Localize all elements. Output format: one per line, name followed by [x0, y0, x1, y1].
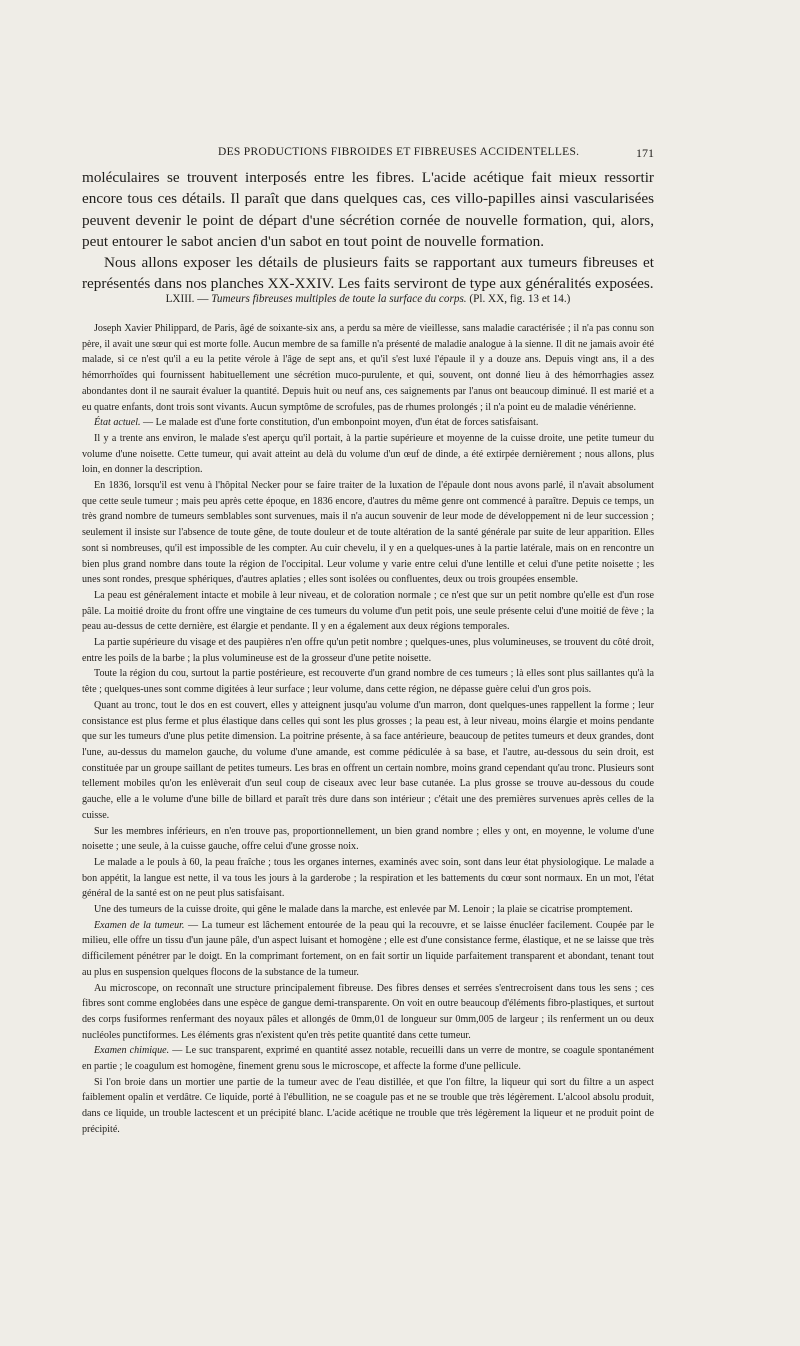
body-paragraph	[82, 666, 654, 697]
paragraph-text: Une des tumeurs de la cuisse droite, qui gêne le malade dans la marche, est enlevée par M. Lenoir ; la plaie se cicatrise promptement.	[94, 904, 633, 916]
body-paragraph	[82, 698, 654, 824]
body-paragraph	[82, 981, 654, 1044]
intro-section	[82, 167, 654, 295]
body-paragraph	[82, 824, 654, 855]
paragraph-text: Le malade a le pouls à 60, la peau fraîche ; tous les organes internes, examinés avec soin, sont dans leur état physiologique. Le malade a bon appétit, la langue est nette, il va tous les jours à la garderobe ; la respiration et les battements du cœur sont normaux. En un mot, l'état général de la santé est on ne peut plus satisfaisant.	[82, 856, 654, 900]
case-number: LXIII. —	[165, 293, 209, 305]
paragraph-text: En 1836, lorsqu'il est venu à l'hôpital Necker pour se faire traiter de la luxation de l'épaule dont nous avons parlé, il n'avait absolument que cette seule tumeur ; mais peu après cette époque, en 1836 encore, d'autres du même genre ont commencé à paraître. Depuis ce temps, un très grand nombre de tumeurs semblables sont survenues, mais il n'a aucun souvenir de leur mode de développement ni de leur succession ; seulement il insiste sur l'absence de toute gêne, de toute douleur et de toute altération de la santé générale par suite de leur apparition. Elles sont si nombreuses, qu'il est impossible de les compter. Au cuir chevelu, il y en a quelques-unes à la partie latérale, mais on en rencontre un bien plus grand nombre dans toute la région de l'occipital. Leur volume y varie entre celui d'une lentille et celui d'une petite noisette ; les unes sont rondes, presque sphériques, d'autres aplaties ; elles sont isolées ou confluentes, deux ou trois groupées ensemble.	[82, 480, 654, 586]
body-paragraph	[82, 321, 654, 415]
running-head: DES PRODUCTIONS FIBROIDES ET FIBREUSES ACCIDENTELLES.	[218, 146, 580, 158]
body-paragraph	[82, 1043, 654, 1074]
body-paragraph	[82, 588, 654, 635]
paragraph-text: — Le malade est d'une forte constitution, d'un embonpoint moyen, d'un état de forces satisfaisant.	[140, 417, 539, 429]
paragraph-text: Au microscope, on reconnaît une structure principalement fibreuse. Des fibres denses et serrées s'entrecroisent dans tous les sens ; ces fibres sont comme englobées dans une espèce de gangue demi-transparente. On voit en outre beaucoup d'éléments fibro-plastiques, et surtout des corps fusiformes renfermant des noyaux pâles et allongés de 0mm,01 de longueur sur 0mm,005 de largeur ; ils renferment un ou deux nucléoles punctiformes. Les éléments gras n'existent qu'en très petite quantité dans cette tumeur.	[82, 982, 654, 1041]
body-paragraph	[82, 431, 654, 478]
paragraph-text: — La tumeur est lâchement entourée de la peau qui la recouvre, et se laisse énucléer facilement. Coupée par le milieu, elle offre un tissu d'un jaune pâle, d'un aspect luisant et homogène ; elle est d'une consistance ferme, élastique, et ne se laisse que très difficilement pénétrer par le doigt. En la comprimant fortement, on en fait sortir un liquide parfaitement transparent et abondant, tenant tout au plus en suspension quelques flocons de la substance de la tumeur.	[82, 919, 654, 978]
paragraph-text: Si l'on broie dans un mortier une partie de la tumeur avec de l'eau distillée, et que l'on filtre, la liqueur qui sort du filtre a un aspect faiblement opalin et verdâtre. Ce liquide, porté à l'ébullition, ne se coagule pas et ne se trouble que très légèrement. L'alcool absolu produit, dans ce liquide, un trouble lactescent et un précipité blanc. L'acide acétique ne trouble que très légèrement la liqueur et ne produit point de précipité.	[82, 1076, 654, 1135]
paragraph-text: Quant au tronc, tout le dos en est couvert, elles y atteignent jusqu'au volume d'un marron, dont quelques-unes rappellent la forme ; leur consistance est plus ferme et plus élastique dans celles qui sont les plus grosses ; la peau est, à leur niveau, moins élargie et moins pendante que sur les tumeurs d'une plus petite dimension. La poitrine présente, à sa face antérieure, beaucoup de petites tumeurs et deux grandes, dont l'une, au-dessus du mamelon gauche, du volume d'une amande, est comme pédiculée à sa base, et l'autre, au-dessous du sein droit, est constituée par un groupe saillant de petites tumeurs. Les bras en offrent un certain nombre, moins grand cependant qu'au tronc. Plusieurs sont tellement mobiles qu'on les enlèverait d'un seul coup de ciseaux avec leur base cutanée. La plus grosse se trouve au-dessous du coude gauche, elle a le volume d'une bille de billard et paraît très dure dans son intérieur ; c'était une des premières survenues après celles de la cuisse.	[82, 699, 654, 821]
body-paragraph	[82, 478, 654, 588]
paragraph-text: Il y a trente ans environ, le malade s'est aperçu qu'il portait, à la partie supérieure et moyenne de la cuisse droite, une petite tumeur du volume d'une noisette. Cette tumeur, qui avait atteint au delà du volume d'un œuf de dinde, a été extirpée dernièrement ; nous allons, plus loin, en donner la description.	[82, 432, 654, 476]
paragraph-text: Joseph Xavier Philippard, de Paris, âgé de soixante-six ans, a perdu sa mère de vieillesse, sans maladie caractérisée ; il n'a pas connu son père, il avait une sœur qui est morte folle. Aucun membre de sa famille n'a présenté de maladie analogue à la sienne. Il dit ne jamais avoir été malade, si ce n'est qu'il a eu la petite vérole à l'âge de sept ans, et qu'il s'est luxé l'épaule il y a douze ans. Depuis vingt ans, il a des hémorrhoïdes qui fournissent habituellement une sécrétion muco-purulente, et qui, souvent, ont donné lieu à des hémorrhagies assez abondantes dont il ne saurait évaluer la quantité. Depuis huit ou neuf ans, ces saignements par l'anus ont beaucoup diminué. Il est marié et a eu quatre enfants, dont trois sont vivants. Aucun symptôme de scrofules, pas de rhumes prolongés ; il n'a point eu de maladie vénérienne.	[82, 323, 654, 413]
paragraph-lead: Examen de la tumeur.	[94, 919, 185, 931]
page-number: 171	[636, 146, 654, 160]
plate-reference: (Pl. XX, fig. 13 et 14.)	[469, 293, 571, 305]
paragraph-lead: État actuel.	[94, 417, 141, 429]
body-paragraph	[82, 902, 654, 918]
case-heading	[82, 293, 654, 305]
paragraph-text: La partie supérieure du visage et des paupières n'en offre qu'un petit nombre ; quelques-unes, plus volumineuses, se trouvent du côté droit, entre les poils de la barbe ; la plus volumineuse est de la grosseur d'une petite noisette.	[82, 637, 654, 664]
case-title-text: Tumeurs fibreuses multiples de toute la surface du corps.	[211, 293, 467, 305]
body-paragraph	[82, 415, 654, 431]
intro-paragraph: moléculaires se trouvent interposés entre les fibres. L'acide acétique fait mieux ressortir encore tous ces détails. Il paraît que dans quelques cas, ces villo-papilles ainsi vascularisées peuvent devenir le point de départ d'une sécrétion cornée de nouvelle formation, qui, alors, peut entourer le sabot ancien d'un sabot en tout point de nouvelle formation.	[82, 169, 654, 250]
paragraph-text: La peau est généralement intacte et mobile à leur niveau, et de coloration normale ; ce n'est que sur un petit nombre qu'elle est d'un rose pâle. La moitié droite du front offre une vingtaine de ces tumeurs du volume d'un petit pois, une seule présente celui d'une moitié de fève ; la peau au-dessus de cette dernière, est élargie et pendante. Il y en a également aux deux régions temporales.	[82, 589, 654, 633]
body-paragraph	[82, 918, 654, 981]
paragraph-text: Toute la région du cou, surtout la partie postérieure, est recouverte d'un grand nombre de ces tumeurs ; là elles sont plus saillantes qu'à la tête ; quelques-unes sont comme digitées à leur surface ; leur volume, dans cette région, ne dépasse guère celui d'un gros pois.	[82, 668, 654, 696]
body-paragraph	[82, 855, 654, 902]
page-header	[82, 146, 654, 164]
paragraph-text: — Le suc transparent, exprimé en quantité assez notable, recueilli dans un verre de montre, se coagule spontanément en partie ; le coagulum est homogène, finement grenu sous le microscope, et affecte la forme d'une pellicule.	[82, 1045, 654, 1073]
paragraph-text: Sur les membres inférieurs, en n'en trouve pas, proportionnellement, un bien grand nombre ; elles y ont, en moyenne, le volume d'une noisette ; une seule, à la cuisse gauche, offre celui d'une grosse noix.	[82, 825, 654, 853]
paragraph-lead: Examen chimique.	[94, 1045, 170, 1057]
body-paragraph	[82, 635, 654, 666]
body-paragraph	[82, 1075, 654, 1138]
intro-paragraph: Nous allons exposer les détails de plusieurs faits se rapportant aux tumeurs fibreuses et représentés dans nos planches XX-XXIV. Les faits serviront de type aux généralités exposées.	[82, 254, 654, 293]
case-body	[82, 321, 654, 1138]
